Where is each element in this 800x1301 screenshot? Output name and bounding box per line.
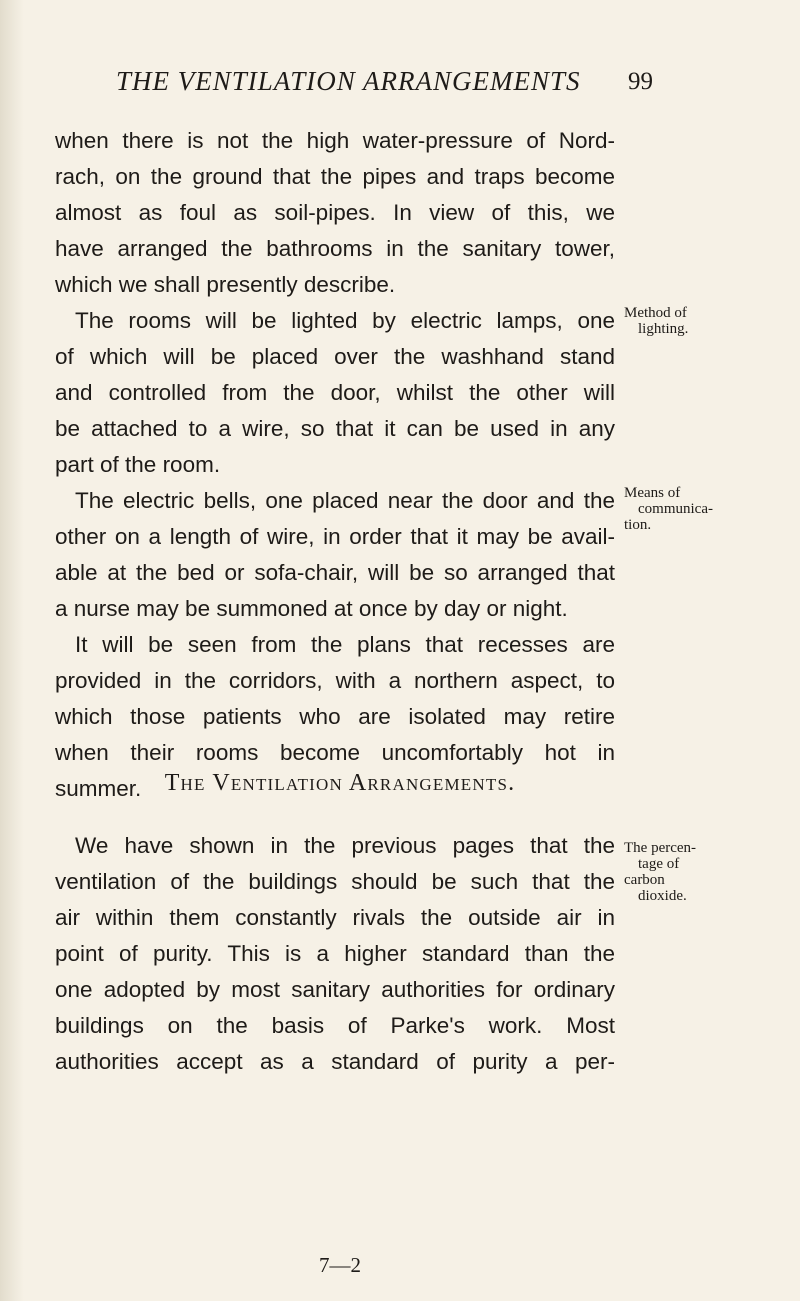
text-line: and controlled from the door, whilst the other will xyxy=(55,380,615,405)
text-line: able at the bed or sofa-chair, will be so arranged that xyxy=(55,560,615,585)
text-line: buildings on the basis of Parke's work. Most xyxy=(55,1013,615,1038)
text-line: ventilation of the buildings should be such that the xyxy=(55,869,615,894)
folio-signature: 7—2 xyxy=(319,1253,361,1277)
margin-note-line: communica- xyxy=(638,501,713,517)
text-line: We have shown in the previous pages that the xyxy=(75,833,615,858)
margin-note-line: dioxide. xyxy=(638,888,687,904)
text-line: when there is not the high water-pressure of Nord- xyxy=(55,128,615,153)
text-line: which we shall presently describe. xyxy=(55,272,396,297)
running-title: THE VENTILATION ARRANGEMENTS xyxy=(116,66,581,96)
text-line: provided in the corridors, with a northern aspect, to xyxy=(55,668,615,693)
body-text-bottom xyxy=(55,828,615,1080)
body-text-top xyxy=(55,123,615,807)
text-line: It will be seen from the plans that recesses are xyxy=(75,632,615,657)
text-line: other on a length of wire, in order that it may be avail- xyxy=(55,524,615,549)
margin-note-carbon-dioxide xyxy=(624,840,696,904)
text-line: a nurse may be summoned at once by day or night. xyxy=(55,596,568,621)
margin-note-line: carbon xyxy=(624,872,665,888)
margin-note-line: Method of xyxy=(624,305,687,321)
margin-note-line: lighting. xyxy=(638,321,689,337)
text-line: summer. xyxy=(55,776,142,801)
margin-note-line: tage of xyxy=(638,856,680,872)
margin-note-line: The percen- xyxy=(624,840,697,856)
margin-note-line: Means of xyxy=(624,485,681,501)
text-line: almost as foul as soil-pipes. In view of this, we xyxy=(55,200,615,225)
text-line: The rooms will be lighted by electric lamps, one xyxy=(75,308,615,333)
text-line: one adopted by most sanitary authorities for ordinary xyxy=(55,977,615,1002)
margin-note-communication xyxy=(624,485,713,533)
text-line: be attached to a wire, so that it can be used in any xyxy=(55,416,615,441)
text-line: air within them constantly rivals the outside air in xyxy=(55,905,615,930)
text-line: which those patients who are isolated may retire xyxy=(55,704,615,729)
text-line: authorities accept as a standard of purity a per- xyxy=(55,1049,615,1074)
page-number: 99 xyxy=(628,68,653,95)
text-line: The electric bells, one placed near the door and the xyxy=(75,488,615,513)
text-line: have arranged the bathrooms in the sanitary tower, xyxy=(55,236,615,261)
margin-note-lighting xyxy=(624,305,688,337)
section-heading: The Ventilation Arrangements. xyxy=(164,770,516,796)
text-line: when their rooms become uncomfortably hot in xyxy=(55,740,615,765)
text-line: of which will be placed over the washhand stand xyxy=(55,344,615,369)
margin-note-line: tion. xyxy=(624,517,652,533)
text-line: part of the room. xyxy=(55,452,221,477)
running-head xyxy=(0,66,800,106)
page-edge-shadow xyxy=(0,0,24,1301)
text-line: point of purity. This is a higher standard than the xyxy=(55,941,615,966)
text-line: rach, on the ground that the pipes and traps become xyxy=(55,164,615,189)
